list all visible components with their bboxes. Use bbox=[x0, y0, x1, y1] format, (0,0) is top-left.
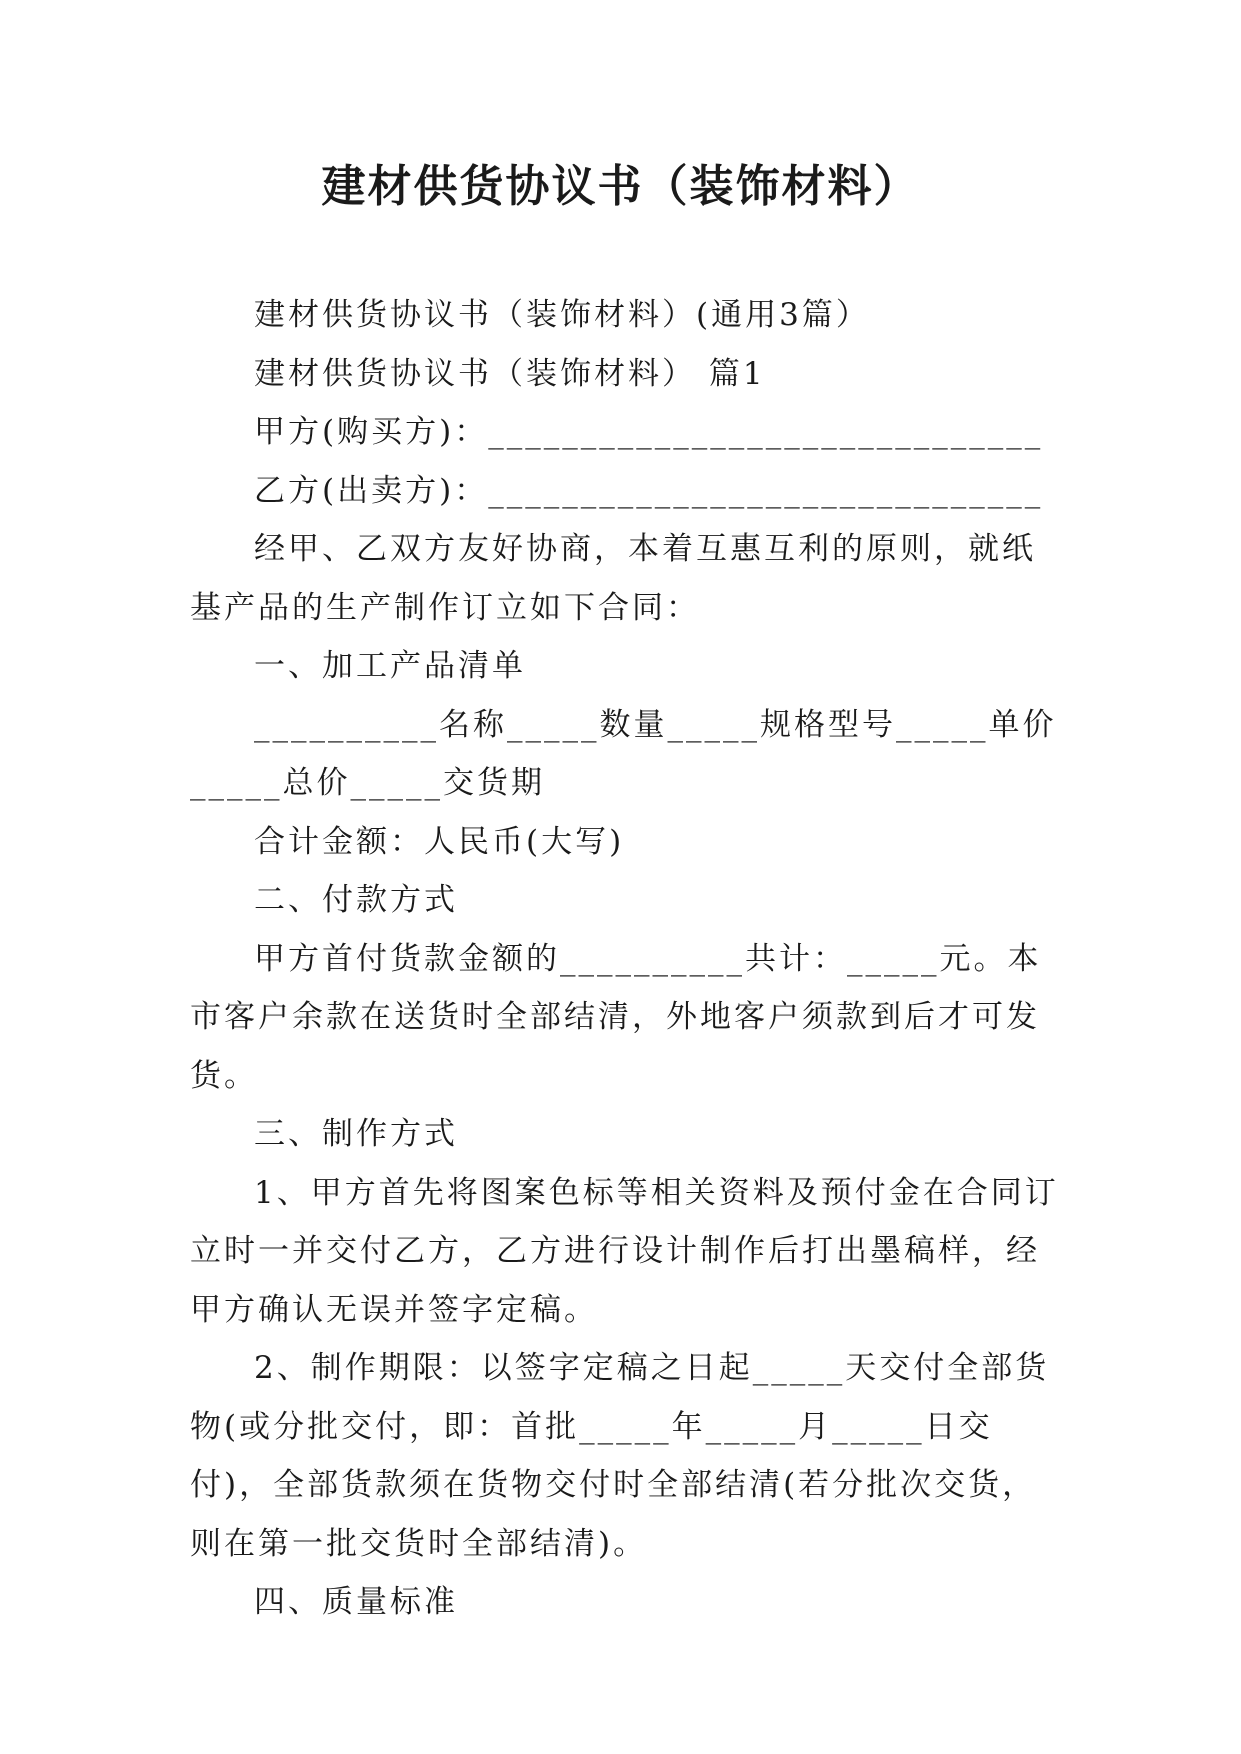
subtitle-line: 建材供货协议书（装饰材料）(通用3篇） bbox=[254, 297, 870, 333]
party-b-line: 乙方(出卖方)：______________________________ bbox=[254, 472, 1044, 509]
payment-paragraph: 甲方首付货款金额的__________共计：_____元。本市客户余款在送货时全部结清，外地客户须款到后才可发货。 bbox=[190, 940, 1042, 1094]
clause-heading-1: 一、加工产品清单 bbox=[254, 648, 526, 684]
party-a-line: 甲方(购买方)：______________________________ bbox=[254, 414, 1044, 450]
document-title: 建材供货协议书（装饰材料） bbox=[321, 161, 920, 212]
production-item-2: 2、制作期限：以签字定稿之日起_____天交付全部货物(或分批交付，即：首批_____年_____月_____日交付)，全部货款须在货物交付时全部结清(若分批次交货，则在第一批交货时全部结清)。 bbox=[190, 1350, 1050, 1562]
intro-paragraph: 经甲、乙双方友好协商，本着互惠互利的原则，就纸基产品的生产制作订立如下合同： bbox=[190, 531, 1036, 626]
clause-heading-4: 四、质量标准 bbox=[254, 1584, 458, 1620]
production-item-1: 1、甲方首先将图案色标等相关资料及预付金在合同订立时一并交付乙方，乙方进行设计制作后打出墨稿样，经甲方确认无误并签字定稿。 bbox=[190, 1174, 1059, 1328]
total-amount-line: 合计金额：人民币(大写) bbox=[254, 823, 625, 860]
clause-heading-3: 三、制作方式 bbox=[254, 1116, 458, 1152]
document-body bbox=[190, 286, 1065, 1632]
clause-heading-2: 二、付款方式 bbox=[254, 882, 458, 918]
section-heading-part1: 建材供货协议书（装饰材料） 篇1 bbox=[254, 355, 766, 392]
product-list-line: __________名称_____数量_____规格型号_____单价_____总价_____交货期 bbox=[190, 706, 1057, 801]
